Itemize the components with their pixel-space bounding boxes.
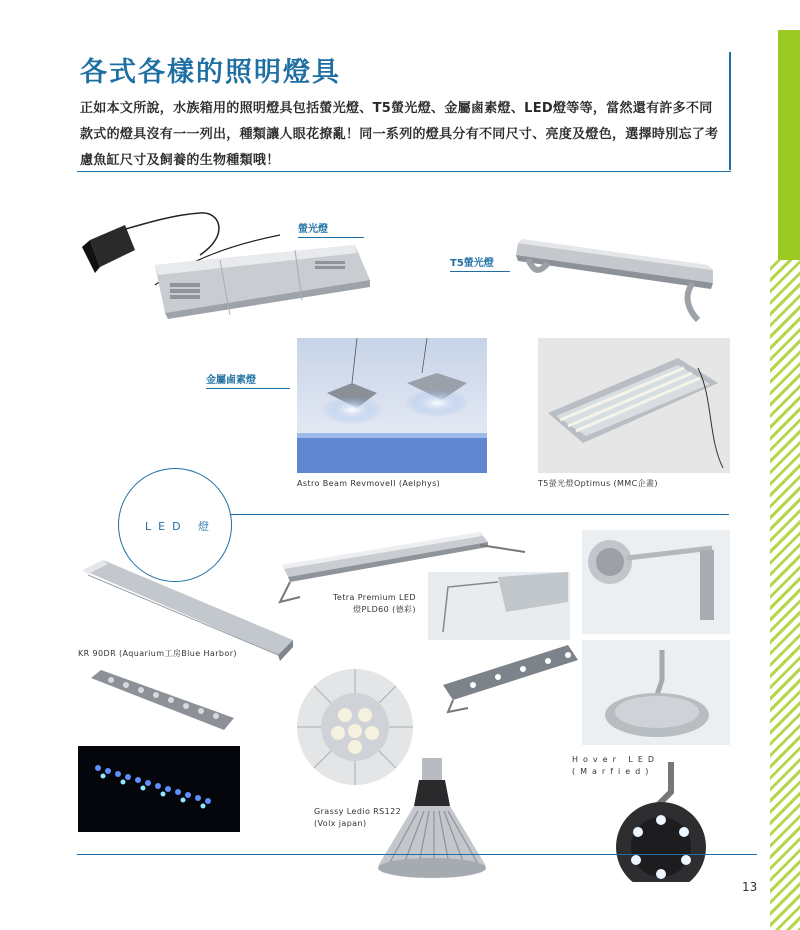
led-bar-lights-image xyxy=(438,640,583,715)
hover-led-photo-1 xyxy=(582,530,730,634)
led-glow-photo xyxy=(78,746,240,832)
caption-kr90dr: KR 90DR (Aquarium工房Blue Harbor) xyxy=(78,649,237,658)
led-board-image xyxy=(86,668,236,740)
hover-led-photo-2 xyxy=(582,640,730,745)
tetra-led-detail-photo xyxy=(428,572,570,640)
page-number: 13 xyxy=(742,880,758,894)
caption-tetra: Tetra Premium LED 燈PLD60 (德彩) xyxy=(333,593,416,614)
t5-optimus-photo xyxy=(538,338,730,473)
label-metal-halide: 金屬鹵素燈 xyxy=(206,371,290,389)
caption-grassy: Grassy Ledio RS122 (Volx japan) xyxy=(314,807,402,828)
caption-hover: Hover LED (Marfied) xyxy=(572,755,660,776)
header-vertical-rule xyxy=(729,52,731,170)
par-bulb-image xyxy=(374,756,490,886)
intro-paragraph: 正如本文所說，水族箱用的照明燈具包括螢光燈、T5螢光燈、金屬鹵素燈、LED燈等等，當然還有許多不同款式的燈具沒有一一列出，種類讓人眼花撩亂！同一系列的燈具分有不同尺寸、亮度及燈色，選擇時別忘了考慮魚缸尺寸及飼養的生物種類哦！ xyxy=(80,101,719,168)
hover-led-ring-image xyxy=(596,752,746,882)
led-section-rule xyxy=(229,514,729,515)
page-title: 各式各樣的照明燈具 xyxy=(80,57,341,88)
diagonal-stripe-border xyxy=(770,260,800,930)
green-corner-bar xyxy=(778,30,800,260)
label-t5: T5螢光燈 xyxy=(450,254,510,272)
caption-t5-optimus: T5螢光燈Optimus (MMC企畫) xyxy=(538,479,658,488)
label-led: LED 燈 xyxy=(145,520,217,533)
header-horizontal-rule xyxy=(77,171,731,172)
caption-astro: Astro Beam RevmoveII (Aelphys) xyxy=(297,479,441,488)
label-fluorescent: 螢光燈 xyxy=(298,220,364,238)
bottom-rule xyxy=(77,854,757,855)
metal-halide-photo xyxy=(297,338,487,473)
t5-lamp-image xyxy=(508,235,723,325)
